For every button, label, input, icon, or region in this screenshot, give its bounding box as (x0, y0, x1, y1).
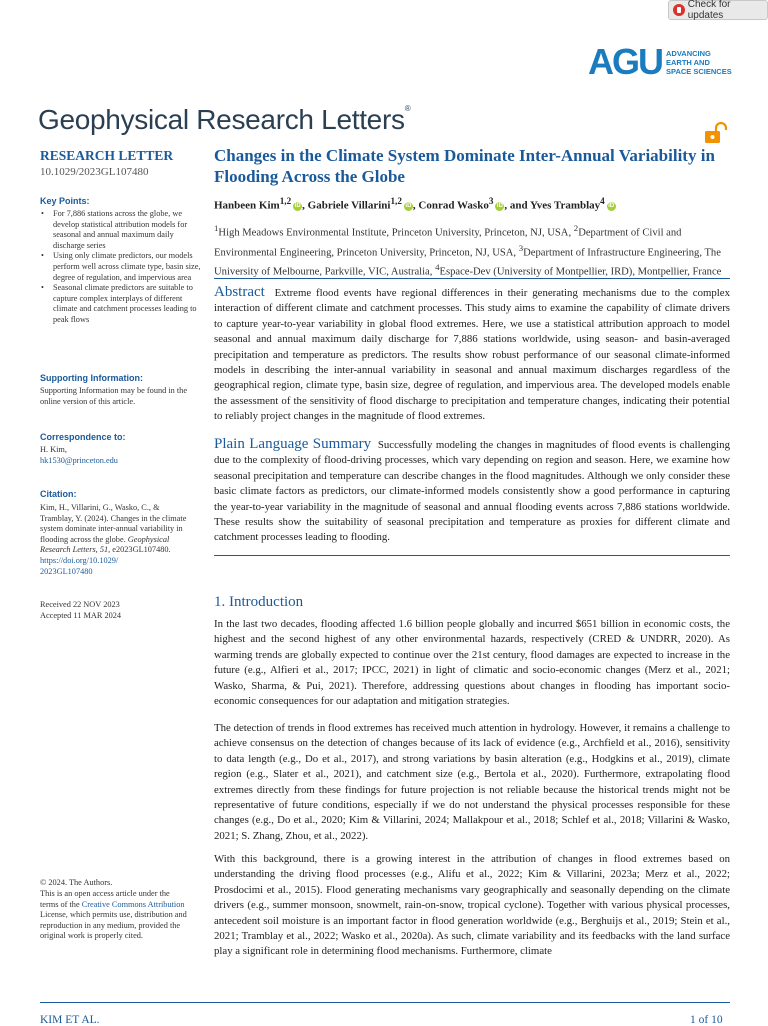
journal-name: Geophysical Research Letters (38, 104, 405, 135)
author-affil-sup: 1,2 (390, 196, 402, 206)
agu-logo[interactable] (588, 41, 732, 82)
key-point: • For 7,886 stations across the globe, we develop statistical attribution models for seasonal and annual maximum daily discharge series (53, 209, 203, 251)
footer-authors: KIM ET AL. (40, 1014, 100, 1026)
agu-logo-line3: SPACE SCIENCES (666, 66, 732, 76)
key-point: • Using only climate predictors, our models perform well across climate type, basin size, degree of regulation, and impervious area (53, 251, 203, 283)
affil-text: Department of Infrastructure Engineering, The University of Melbourne, Parkville, VIC, Australia, (214, 247, 721, 278)
check-for-updates-button[interactable] (668, 0, 768, 20)
author-name: Hanbeen Kim (214, 199, 280, 212)
agu-logo-line1: ADVANCING (666, 48, 711, 58)
citation-heading: Citation: (40, 489, 77, 499)
author-affil-sup: 4 (600, 196, 605, 206)
orcid-icon[interactable]: iD (496, 202, 503, 209)
author-list (214, 196, 730, 212)
key-points-heading: Key Points: (40, 196, 90, 206)
citation-link[interactable]: https://doi.org/10.1029/ (40, 555, 119, 565)
citation-text: Kim, H., Villarini, G., Wasko, C., & Tramblay, Y. (2024). Changes in the climate system dominate inter-annual variability in flooding across the globe. (40, 503, 187, 544)
journal-reg-mark: ® (404, 104, 411, 113)
citation-journal: Geophysical Research Letters, 51, (40, 534, 170, 555)
supporting-info-text: Supporting Information may be found in the online version of this article. (40, 386, 188, 406)
author-affil-sup: 3 (488, 196, 494, 206)
citation-block (40, 503, 190, 577)
license-text-b: License, which permits use, distribution and reproduction in any medium, provided the original work is properly cited. (40, 910, 187, 941)
affil-sup: 2 (573, 223, 579, 233)
affil-sup: 3 (518, 242, 524, 253)
check-for-updates-label: Check for updates (687, 0, 731, 21)
check-updates-icon (673, 4, 685, 16)
affiliations (214, 221, 730, 280)
abstract-top-rule (214, 278, 730, 279)
supporting-info-heading: Supporting Information: (40, 373, 143, 383)
received-date: Received 22 NOV 2023 (40, 600, 120, 609)
author-name: , Conrad Wasko (412, 199, 489, 212)
affil-text: Department of Civil and Environmental Engineering, Princeton University, Princeton, NJ, USA, (214, 227, 682, 259)
correspondence-email[interactable]: hk1530@princeton.edu (40, 456, 118, 465)
license-text (40, 889, 190, 942)
summary-bottom-rule (214, 555, 730, 556)
orcid-icon[interactable]: iD (608, 202, 615, 209)
author-name: , and Yves Tramblay (504, 199, 601, 212)
author-affil-sup: 1,2 (279, 196, 292, 206)
abstract (214, 285, 730, 425)
agu-logo-mark: AGU (588, 41, 662, 82)
citation-link-cont[interactable]: 2023GL107480 (40, 566, 93, 576)
section-heading-introduction: 1. Introduction (214, 594, 304, 610)
abstract-text: Extreme flood events have regional differences in their generating mechanisms due to the complex interaction of different climate and catchment processes. This study aims to examine the capability of climate drivers to capture year-to-year variability in global flood extremes. Here, we use a statistical attribution approach to model seasonal and annual maximum daily discharge for 7,886 stations worldwide, using season- and basin-averaged precipitation and temperature as predictors. The results show robust performance of our seasonal climate-informed models in describing the inter-annual variability in seasonal and annual maximum discharges regardless of the geographical region, climate type, basin size, degree of regulation, and impervious area. The developed models enable the assessment of the sensitivity of flood discharge to precipitation and temperature changes, indicating their potential to reliably project changes in the magnitude of flood extremes. (214, 287, 730, 423)
affil-text: High Meadows Environmental Institute, Princeton University, Princeton, NJ, USA, (218, 227, 574, 239)
copyright-text: © 2024. The Authors. (40, 878, 113, 887)
orcid-icon[interactable]: iD (405, 202, 412, 209)
intro-paragraph: In the last two decades, flooding affected 1.6 billion people globally and incurred $651 billion in economic costs, the highest and the second highest of any other environmental hazards, respectively (CRED & UNDRR, 2020). As warming trends are globally expected to continue over the 21st century, flood damages are expected to increase in the future (e.g., Alfieri et al., 2017; IPCC, 2021) in light of climatic and socio-economic changes (Merz et al., 2021; Wasko, Sharma, & Pui, 2021). Therefore, addressing questions about changes in flooding has important socio-economic consequences for our adaptation and mitigation strategies. (214, 618, 730, 708)
article-doi: 10.1029/2023GL107480 (40, 166, 149, 178)
creative-commons-link[interactable]: Creative Commons Attribution (81, 899, 185, 909)
agu-logo-line2: EARTH AND (666, 57, 710, 67)
key-points-list (40, 209, 203, 326)
correspondence-heading: Correspondence to: (40, 432, 126, 442)
correspondence-name: H. Kim, (40, 445, 67, 454)
footer-page-number: 1 of 10 (690, 1014, 723, 1026)
abstract-heading: Abstract (214, 284, 265, 300)
affil-text: Espace-Dev (University of Montpellier, IRD), Montpellier, France (439, 266, 722, 278)
affil-sup: 4 (435, 262, 440, 273)
agu-logo-text (666, 49, 732, 76)
article-title: Changes in the Climate System Dominate Inter-Annual Variability in Flooding Across the Globe (214, 146, 715, 186)
intro-paragraph: The detection of trends in flood extremes has received much attention in hydrology. However, it remains a challenge to achieve consensus on the detection of changes because of its lack of evidence (e.g., Archfield et al., 2016), sensitivity to data length (e.g., Do et al., 2017), and strong variations by basin alteration (e.g., Hodgkins et al., 2019), climate region (e.g., Slater et al., 2021), and catchment size (e.g., Bertola et al., 2020). Furthermore, extrapolating flood extremes directly from these findings for future projection is not reliable because the historical trends might not be representative of future conditions, especially if we do not understand the physical processes responsible for these changes (e.g., Do et al., 2020; Kim & Villarini, 2024; Mallakpour et al., 2018; Schlef et al., 2018; Villarini & Wasko, 2021; S. Zhang, Zhou, et al., 2022). (214, 722, 730, 842)
affil-sup: 1 (214, 223, 219, 233)
journal-title (38, 104, 410, 136)
license-text-a: This is an open access article under the terms of the (40, 889, 170, 909)
accepted-date: Accepted 11 MAR 2024 (40, 611, 122, 620)
author-name: , Gabriele Villarini (302, 199, 391, 212)
intro-paragraph: With this background, there is a growing interest in the attribution of changes in flood extremes based on understanding the driving flood processes (e.g., Alifu et al., 2022; Kim & Villarini, 2023a; Merz et al., 2022; Prosdocimi et al., 2015). Flood generating mechanisms vary geographically and seasonally depending on the climate drivers (e.g., summer monsoon, snowmelt, rain-on-snow, tropical cyclone). Together with various physical processes, antecedent soil moisture is an important factor in flood generation worldwide (e.g., Berghuijs et al., 2019; Stein et al., 2021; Tramblay et al., 2022; Wasko et al., 2020a). As such, climate variability and its feedbacks with the land surface play a significant role in determining flood mechanisms. Furthermore, climate (214, 853, 730, 958)
key-point: • Seasonal climate predictors are suitable to capture complex interplays of different climate and catchment processes leading to peak flows (53, 283, 203, 325)
footer-rule (40, 1002, 730, 1003)
pls-text: Successfully modeling the changes in magnitudes of flood events is challenging due to the complexity of flood-driving processes, which vary depending on region and season. Here, we examine how seasonal precipitation and temperature can describe changes in the flood magnitudes. Although we only consider these basic climate factors as predictors, our climate-informed models consistently show a good performance in capturing the year-to-year variability in the magnitude of seasonal and annual flooding events across 7,886 stations worldwide. These results show the suitability of seasonal precipitation and temperature as proxies for different climate and catchment processes leading to flooding. (214, 439, 730, 544)
orcid-icon[interactable]: iD (294, 202, 301, 209)
plain-language-summary (214, 437, 730, 546)
pls-heading: Plain Language Summary (214, 436, 372, 452)
citation-id: e2023GL107480. (112, 545, 171, 555)
article-type: RESEARCH LETTER (40, 148, 174, 163)
